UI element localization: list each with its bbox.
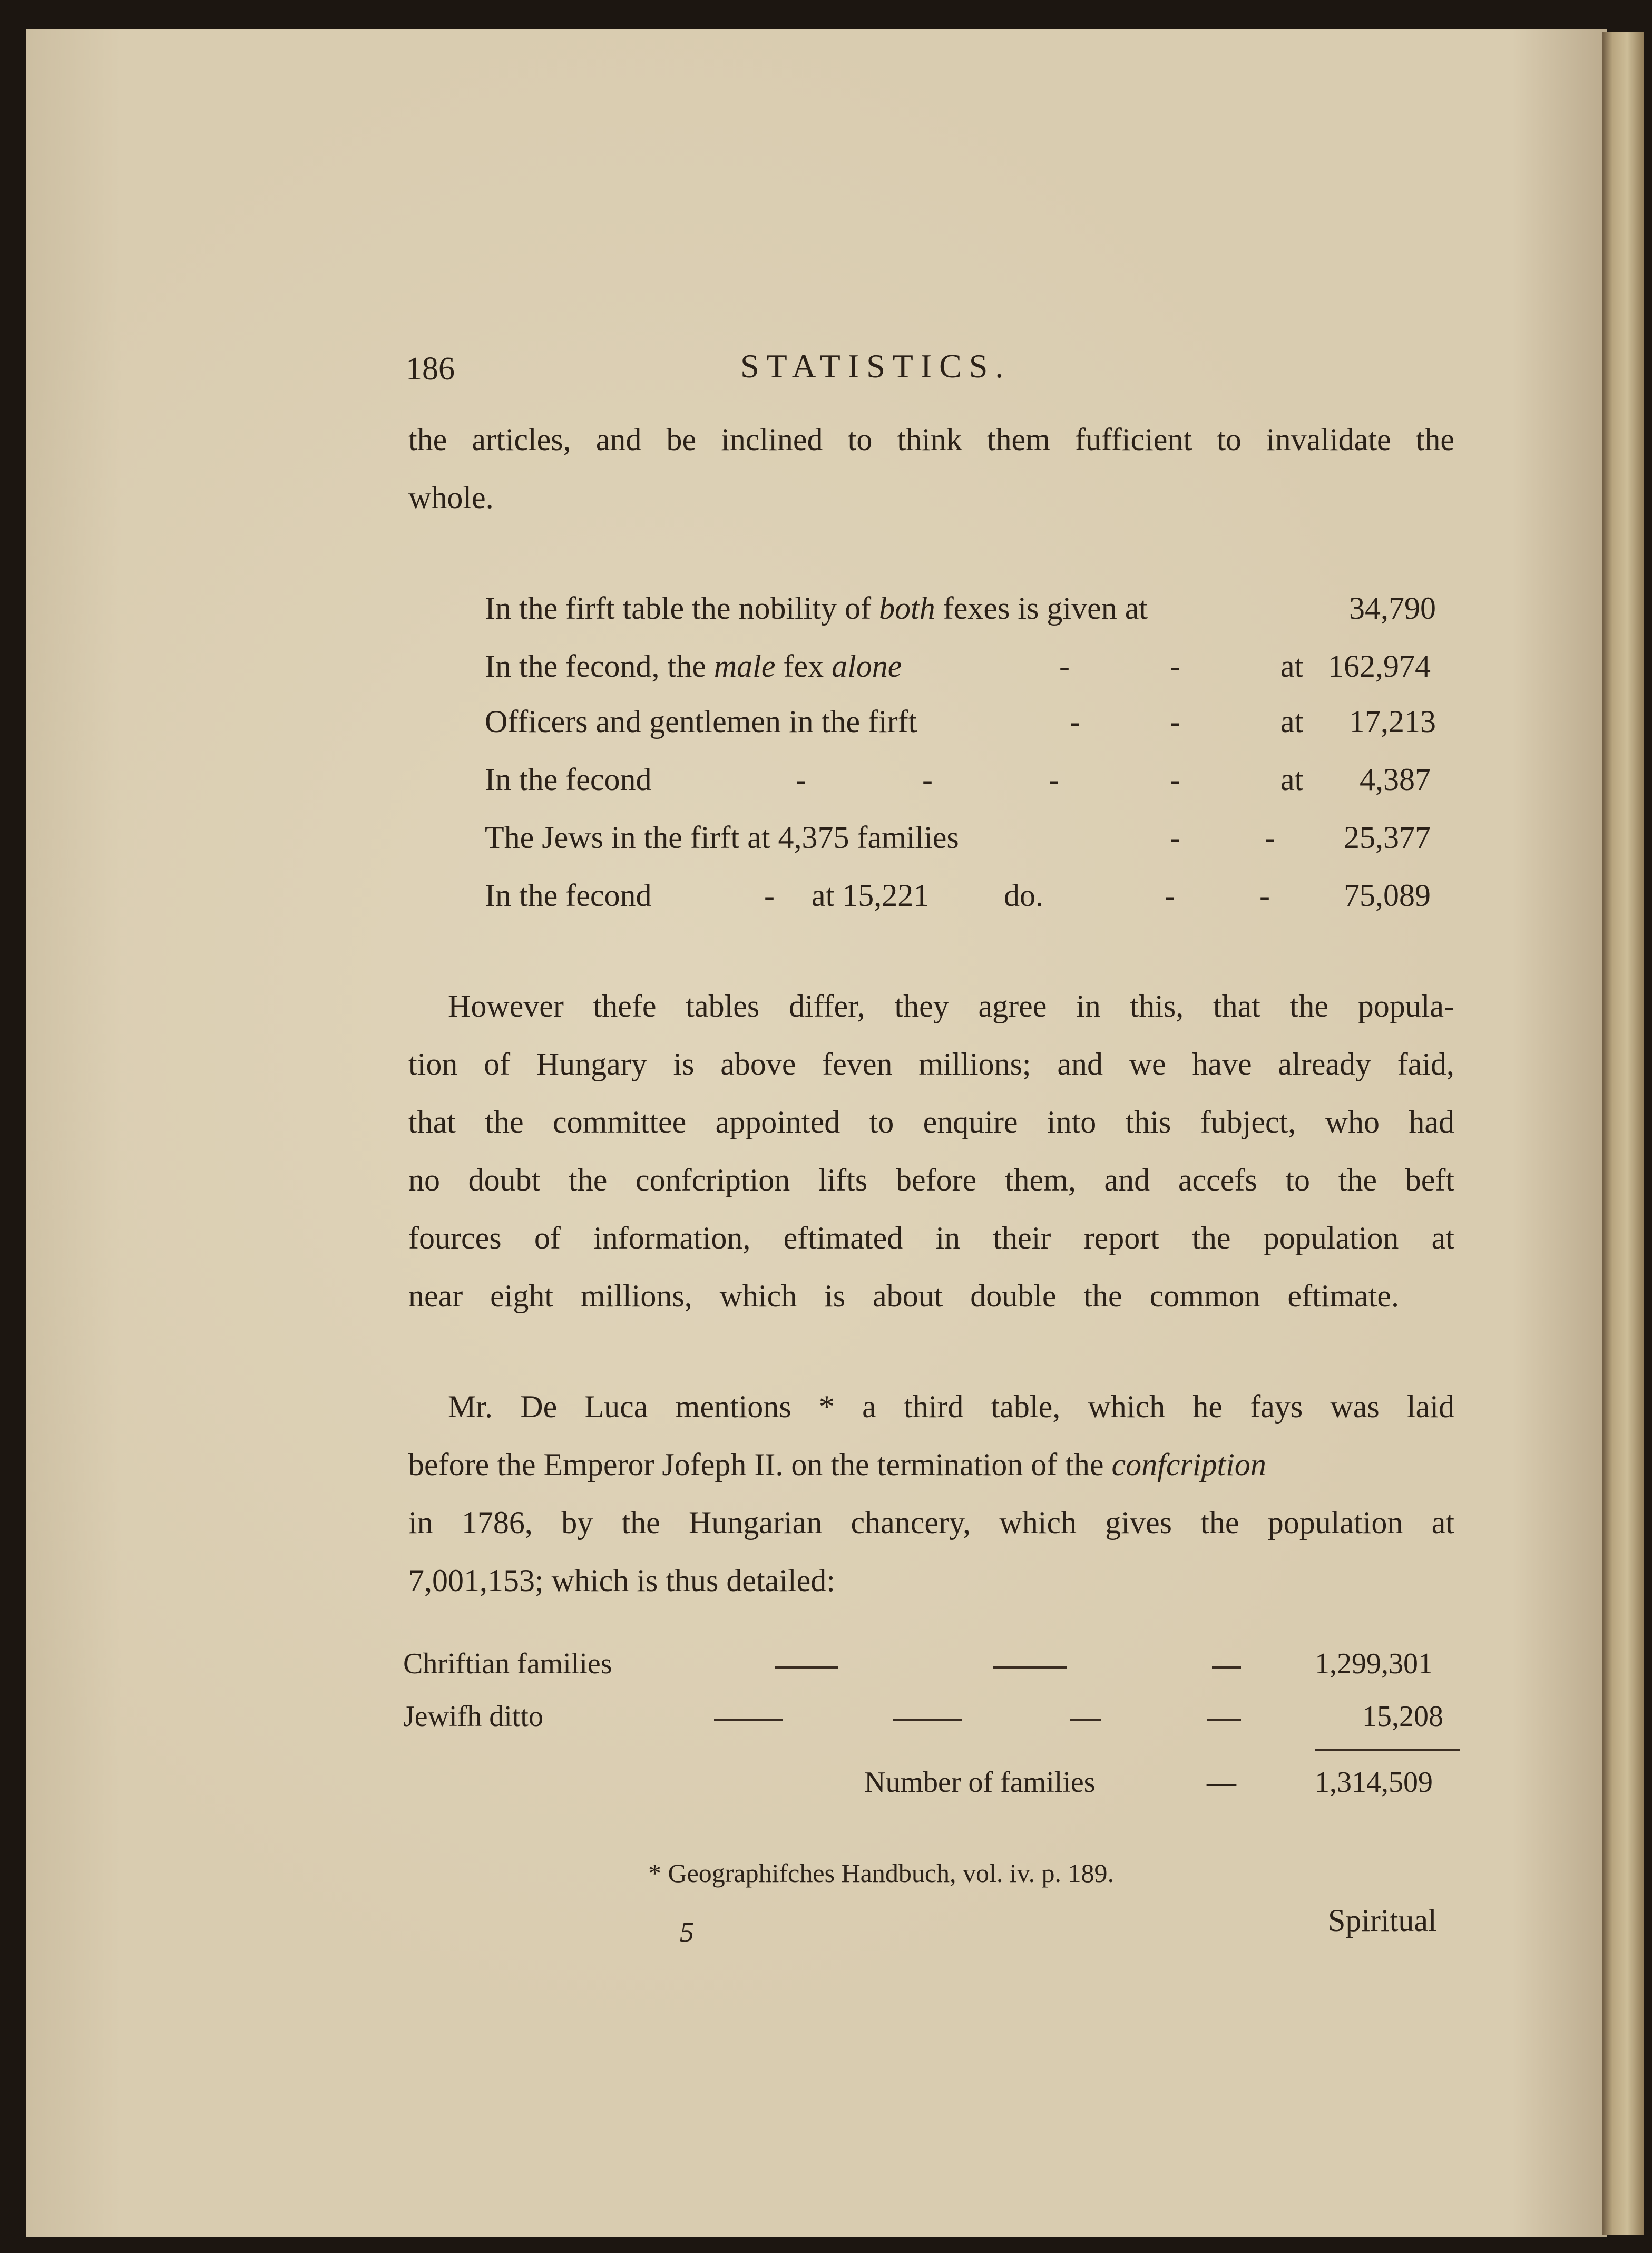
- table1-dash: -: [1170, 704, 1180, 739]
- table1-value: 162,974: [1328, 649, 1431, 684]
- table1-dash: -: [1170, 649, 1180, 684]
- para2-line-1: However thefe tables differ, they agree in this, that the popula-: [448, 989, 1454, 1023]
- table1-count: at 15,221: [812, 878, 930, 913]
- page-number: 186: [406, 351, 455, 387]
- table1-dash: -: [1059, 649, 1070, 684]
- table1-dash: -: [1259, 878, 1270, 913]
- para3-line-1: Mr. De Luca mentions * a third table, which he fays was laid: [448, 1389, 1454, 1424]
- table1-dash: -: [1170, 762, 1180, 797]
- intro-line-1: the articles, and be inclined to think them fufficient to invalidate the: [408, 422, 1454, 457]
- table1-value: 17,213: [1349, 704, 1436, 739]
- table1-row-6: [485, 877, 1460, 920]
- table1-row-4: [485, 762, 1460, 804]
- families-row-christian: [403, 1647, 1462, 1689]
- families-total-value: 1,314,509: [1315, 1766, 1433, 1799]
- leader-dash: [1207, 1719, 1241, 1721]
- table1-label: In the fecond: [485, 878, 652, 913]
- table1-dash: -: [764, 878, 775, 913]
- families-dash: —: [1207, 1766, 1236, 1799]
- sum-rule: [1315, 1749, 1460, 1751]
- adjacent-page-edge: [1602, 32, 1644, 2235]
- table1-row-1: [485, 590, 1460, 632]
- leader-dash: [775, 1666, 838, 1669]
- table1-prefix: at: [1280, 704, 1304, 739]
- para2-line-5: fources of information, eftimated in their report the population at: [408, 1221, 1454, 1255]
- para2-line-6: near eight millions, which is about double the common eftimate.: [408, 1279, 1399, 1313]
- table1-row-3: [485, 704, 1460, 746]
- table1-row-2: [485, 648, 1460, 690]
- running-title: STATISTICS.: [740, 347, 1011, 385]
- leader-dash: [1070, 1719, 1101, 1721]
- table1-dash: -: [1170, 820, 1180, 855]
- para2-line-4: no doubt the confcription lifts before them, and accefs to the beft: [408, 1163, 1454, 1197]
- table1-dash: -: [1265, 820, 1275, 855]
- table1-prefix: at: [1280, 762, 1304, 797]
- table1-dash: -: [922, 762, 933, 797]
- footnote: * Geographifches Handbuch, vol. iv. p. 189.: [648, 1858, 1115, 1888]
- para3-line-4: 7,001,153; which is thus detailed:: [408, 1563, 835, 1598]
- leader-dash: [993, 1666, 1067, 1669]
- table1-value: 34,790: [1349, 591, 1436, 626]
- table1-label: Officers and gentlemen in the firft: [485, 704, 917, 739]
- families-label: Chriftian families: [403, 1647, 612, 1680]
- table1-unit: do.: [1004, 878, 1043, 913]
- para3-line-2: before the Emperor Jofeph II. on the termination of the confcription: [408, 1447, 1266, 1482]
- families-value: 1,299,301: [1315, 1647, 1433, 1680]
- table1-dash: -: [796, 762, 806, 797]
- table1-dash: -: [1049, 762, 1059, 797]
- leader-dash: [1212, 1666, 1241, 1669]
- families-row-total: [403, 1766, 1462, 1808]
- leader-dash: [893, 1719, 962, 1721]
- families-label: Jewifh ditto: [403, 1700, 543, 1733]
- table1-dash: -: [1070, 704, 1080, 739]
- table1-row-5: [485, 820, 1460, 862]
- table1-dash: -: [1165, 878, 1175, 913]
- intro-line-2: whole.: [408, 480, 494, 515]
- families-value: 15,208: [1362, 1700, 1443, 1733]
- para3-line-3: in 1786, by the Hungarian chancery, which gives the population at: [408, 1505, 1454, 1540]
- table1-prefix: at: [1280, 649, 1304, 684]
- table1-label: In the firft table the nobility of both fexes is given at: [485, 591, 1148, 626]
- catchword: Spiritual: [1328, 1903, 1437, 1938]
- table1-label: In the fecond, the male fex alone: [485, 649, 902, 684]
- leader-dash: [714, 1719, 783, 1721]
- table1-value: 4,387: [1360, 762, 1431, 797]
- table1-label: In the fecond: [485, 762, 652, 797]
- table1-label: The Jews in the firft at 4,375 families: [485, 820, 959, 855]
- para2-line-2: tion of Hungary is above feven millions; and we have already faid,: [408, 1047, 1454, 1081]
- families-total-label: Number of families: [864, 1766, 1096, 1799]
- signature-mark: 5: [680, 1916, 694, 1948]
- para2-line-3: that the committee appointed to enquire into this fubject, who had: [408, 1105, 1454, 1139]
- table1-value: 25,377: [1344, 820, 1431, 855]
- table1-value: 75,089: [1344, 878, 1431, 913]
